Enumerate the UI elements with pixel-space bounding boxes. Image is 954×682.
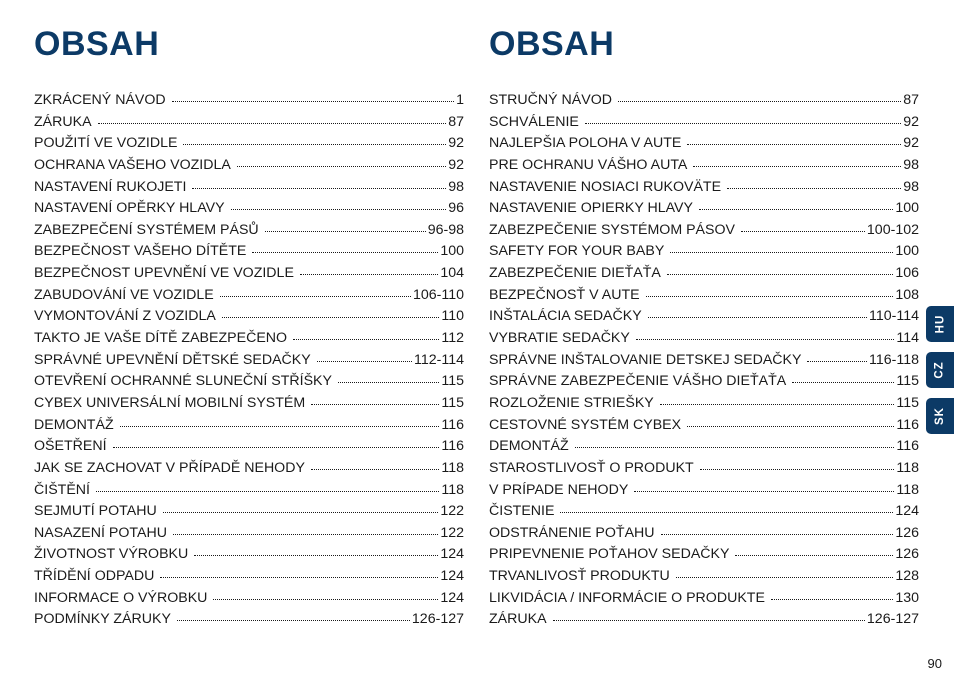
toc-entry-page: 116 <box>441 416 464 433</box>
toc-entry-title: PRIPEVNENIE POŤAHOV SEDAČKY <box>489 546 730 563</box>
toc-dot-leader <box>771 598 893 600</box>
toc-dot-leader <box>646 295 894 297</box>
toc-dot-leader <box>670 251 893 253</box>
toc-entry-page: 116 <box>441 438 464 455</box>
toc-entry-page: 87 <box>903 92 919 108</box>
toc-entry-page: 92 <box>448 156 464 173</box>
toc-entry-title: NASTAVENÍ OPĚRKY HLAVY <box>34 200 225 217</box>
toc-entry-page: 124 <box>440 589 464 606</box>
toc-entry-title: VYMONTOVÁNÍ Z VOZIDLA <box>34 308 216 325</box>
toc-entry-page: 92 <box>903 135 919 152</box>
toc-dot-leader <box>687 425 894 427</box>
toc-entry-title: SEJMUTÍ POTAHU <box>34 503 157 520</box>
toc-entry-page: 104 <box>440 265 464 282</box>
toc-entry-title: ČISTENIE <box>489 503 555 520</box>
toc-entry-page: 118 <box>441 459 464 476</box>
toc-entry-page: 112-114 <box>414 351 464 368</box>
toc-dot-leader <box>183 143 446 145</box>
toc-entry-title: OŠETŘENÍ <box>34 438 107 455</box>
toc-entry[interactable] <box>489 566 919 588</box>
toc-entry-page: 115 <box>441 394 464 411</box>
toc-entry[interactable] <box>489 285 919 307</box>
toc-entry[interactable] <box>34 306 464 328</box>
toc-dot-leader <box>163 511 439 513</box>
toc-entry[interactable] <box>34 328 464 350</box>
toc-entry-page: 118 <box>441 481 464 498</box>
toc-entry-title: POUŽITÍ VE VOZIDLE <box>34 135 178 152</box>
toc-entry[interactable] <box>489 155 919 177</box>
toc-entry-title: BEZPEČNOST UPEVNĚNÍ VE VOZIDLE <box>34 265 294 282</box>
toc-entry[interactable] <box>34 112 464 134</box>
toc-entry[interactable] <box>489 90 919 112</box>
toc-entry-page: 108 <box>895 286 919 303</box>
toc-entry[interactable] <box>489 133 919 155</box>
toc-entry-title: V PRÍPADE NEHODY <box>489 481 629 498</box>
toc-entry-page: 1 <box>456 92 464 108</box>
toc-dot-leader <box>700 468 895 470</box>
toc-dot-leader <box>113 446 440 448</box>
toc-entry-title: SCHVÁLENIE <box>489 113 579 130</box>
toc-entry[interactable] <box>489 480 919 502</box>
toc-entry-page: 124 <box>440 568 464 585</box>
toc-entry-title: CYBEX UNIVERSÁLNÍ MOBILNÍ SYSTÉM <box>34 394 306 411</box>
toc-dot-leader <box>735 554 893 556</box>
toc-entry-title: BEZPEČNOSŤ V AUTE <box>489 286 640 303</box>
toc-entry[interactable] <box>489 523 919 545</box>
toc-dot-leader <box>699 208 893 210</box>
toc-entry-page: 100 <box>440 243 464 260</box>
toc-entry-page: 87 <box>448 113 464 130</box>
toc-entry[interactable] <box>34 90 464 112</box>
toc-entry-page: 100-102 <box>866 221 919 238</box>
toc-entry-page: 128 <box>895 568 919 585</box>
toc-entry-title: JAK SE ZACHOVAT V PŘÍPADĚ NEHODY <box>34 459 305 476</box>
toc-entry-page: 126 <box>895 524 919 541</box>
toc-entry-page: 112 <box>441 330 464 347</box>
toc-entry[interactable] <box>489 393 919 415</box>
toc-entry[interactable] <box>489 263 919 285</box>
toc-dot-leader <box>585 122 901 124</box>
toc-entry-page: 98 <box>903 156 919 173</box>
toc-entry-title: ČIŠTĚNÍ <box>34 481 90 498</box>
toc-entry-page: 98 <box>448 178 464 195</box>
toc-dot-leader <box>338 381 439 383</box>
toc-dot-leader <box>293 338 439 340</box>
toc-entry[interactable] <box>489 458 919 480</box>
toc-dot-leader <box>317 360 412 362</box>
toc-entry-title: NASTAVENÍ RUKOJETI <box>34 178 187 195</box>
language-tab-label: CZ <box>934 361 946 379</box>
toc-entry[interactable] <box>34 350 464 372</box>
toc-dot-leader <box>636 338 895 340</box>
toc-entry-title: DEMONTÁŽ <box>489 438 569 455</box>
toc-dot-leader <box>265 230 426 232</box>
toc-entry-page: 114 <box>896 330 919 347</box>
toc-dot-leader <box>237 165 446 167</box>
toc-entry-title: OTEVŘENÍ OCHRANNÉ SLUNEČNÍ STŘÍŠKY <box>34 373 332 390</box>
toc-entry[interactable] <box>489 544 919 566</box>
toc-dot-leader <box>560 511 893 513</box>
toc-entry-title: NASAZENÍ POTAHU <box>34 524 167 541</box>
toc-dot-leader <box>98 122 447 124</box>
toc-dot-leader <box>661 533 894 535</box>
toc-dot-leader <box>300 273 438 275</box>
toc-entry[interactable] <box>489 112 919 134</box>
toc-entry-title: CESTOVNÉ SYSTÉM CYBEX <box>489 416 682 433</box>
toc-dot-leader <box>96 490 439 492</box>
language-tab-cz[interactable] <box>926 352 954 388</box>
toc-entry[interactable] <box>34 480 464 502</box>
page-title-right: OBSAH <box>489 25 615 63</box>
toc-entry-page: 122 <box>440 503 464 520</box>
toc-entry[interactable] <box>34 523 464 545</box>
toc-dot-leader <box>177 619 410 621</box>
toc-entry-title: TAKTO JE VAŠE DÍTĚ ZABEZPEČENO <box>34 330 288 347</box>
toc-entry-page: 100 <box>895 200 919 217</box>
toc-entry-page: 106 <box>895 265 919 282</box>
toc-dot-leader <box>311 468 439 470</box>
toc-dot-leader <box>231 208 447 210</box>
toc-entry-title: PODMÍNKY ZÁRUKY <box>34 611 171 628</box>
toc-entry[interactable] <box>489 609 919 631</box>
toc-entry-title: ZABEZPEČENÍ SYSTÉMEM PÁSŮ <box>34 221 259 238</box>
toc-entry-title: INFORMACE O VÝROBKU <box>34 589 208 606</box>
toc-dot-leader <box>741 230 865 232</box>
toc-entry-title: NAJLEPŠIA POLOHA V AUTE <box>489 135 682 152</box>
toc-entry-page: 92 <box>903 113 919 130</box>
toc-entry[interactable] <box>34 371 464 393</box>
toc-entry-title: STAROSTLIVOSŤ O PRODUKT <box>489 459 694 476</box>
toc-dot-leader <box>213 598 438 600</box>
toc-dot-leader <box>693 165 901 167</box>
language-tab-label: HU <box>934 314 946 334</box>
toc-dot-leader <box>192 187 446 189</box>
toc-entry-page: 130 <box>895 589 919 606</box>
toc-entry[interactable] <box>34 177 464 199</box>
toc-entry-title: ODSTRÁNENIE POŤAHU <box>489 524 655 541</box>
toc-dot-leader <box>676 576 894 578</box>
toc-entry-page: 115 <box>441 373 464 390</box>
toc-entry-title: NASTAVENIE NOSIACI RUKOVÄTE <box>489 178 722 195</box>
toc-entry-page: 115 <box>896 373 919 390</box>
toc-dot-leader <box>120 425 440 427</box>
page-number: 90 <box>927 656 942 671</box>
toc-entry[interactable] <box>489 241 919 263</box>
toc-dot-leader <box>667 273 893 275</box>
toc-dot-leader <box>172 100 454 102</box>
toc-entry[interactable] <box>34 393 464 415</box>
toc-dot-leader <box>634 490 894 492</box>
toc-dot-leader <box>807 360 867 362</box>
toc-dot-leader <box>648 316 867 318</box>
toc-entry-page: 122 <box>440 524 464 541</box>
toc-entry-title: NASTAVENIE OPIERKY HLAVY <box>489 200 693 217</box>
toc-entry-title: SAFETY FOR YOUR BABY <box>489 243 665 260</box>
toc-entry-title: BEZPEČNOST VAŠEHO DÍTĚTE <box>34 243 247 260</box>
toc-entry-title: SPRÁVNÉ UPEVNĚNÍ DĚTSKÉ SEDAČKY <box>34 351 311 368</box>
toc-entry-title: SPRÁVNE INŠTALOVANIE DETSKEJ SEDAČKY <box>489 351 802 368</box>
toc-entry[interactable] <box>34 544 464 566</box>
toc-dot-leader <box>160 576 438 578</box>
toc-entry[interactable] <box>34 155 464 177</box>
toc-entry[interactable] <box>34 588 464 610</box>
toc-entry-title: LIKVIDÁCIA / INFORMÁCIE O PRODUKTE <box>489 589 765 606</box>
toc-entry-page: 110 <box>441 308 464 325</box>
toc-entry-page: 100 <box>895 243 919 260</box>
toc-list-right <box>489 90 919 631</box>
toc-entry-page: 96 <box>448 200 464 217</box>
toc-entry[interactable] <box>34 501 464 523</box>
toc-entry-title: ZÁRUKA <box>489 611 547 628</box>
toc-entry[interactable] <box>34 566 464 588</box>
toc-entry[interactable] <box>34 415 464 437</box>
toc-entry-title: ZABUDOVÁNÍ VE VOZIDLE <box>34 286 214 303</box>
toc-entry-page: 116 <box>896 438 919 455</box>
toc-entry[interactable] <box>34 241 464 263</box>
toc-entry-title: STRUČNÝ NÁVOD <box>489 92 612 108</box>
toc-entry[interactable] <box>489 328 919 350</box>
toc-entry-page: 110-114 <box>869 308 919 325</box>
toc-entry-title: ROZLOŽENIE STRIEŠKY <box>489 394 654 411</box>
toc-dot-leader <box>575 446 895 448</box>
toc-dot-leader <box>553 619 865 621</box>
toc-entry[interactable] <box>489 415 919 437</box>
toc-entry[interactable] <box>489 371 919 393</box>
toc-dot-leader <box>618 100 901 102</box>
toc-entry-page: 115 <box>896 394 919 411</box>
toc-entry-page: 92 <box>448 135 464 152</box>
toc-entry-page: 124 <box>895 503 919 520</box>
toc-dot-leader <box>194 554 438 556</box>
toc-entry-title: ZABEZPEČENIE SYSTÉMOM PÁSOV <box>489 221 735 238</box>
toc-entry[interactable] <box>34 285 464 307</box>
toc-entry[interactable] <box>489 501 919 523</box>
toc-entry-page: 126 <box>895 546 919 563</box>
toc-entry-title: ZABEZPEČENIE DIEŤAŤA <box>489 265 661 282</box>
toc-entry-title: ŽIVOTNOST VÝROBKU <box>34 546 189 563</box>
toc-entry-title: SPRÁVNE ZABEZPEČENIE VÁŠHO DIEŤAŤA <box>489 373 787 390</box>
toc-entry-page: 118 <box>896 459 919 476</box>
toc-entry-page: 126-127 <box>411 611 464 628</box>
toc-entry[interactable] <box>489 220 919 242</box>
toc-dot-leader <box>220 295 411 297</box>
toc-dot-leader <box>727 187 901 189</box>
toc-dot-leader <box>173 533 438 535</box>
toc-entry[interactable] <box>489 588 919 610</box>
toc-entry[interactable] <box>34 133 464 155</box>
toc-entry-page: 118 <box>896 481 919 498</box>
language-tab-sk[interactable] <box>926 398 954 434</box>
toc-entry-page: 126-127 <box>866 611 919 628</box>
toc-entry[interactable] <box>489 306 919 328</box>
toc-entry[interactable] <box>489 436 919 458</box>
toc-entry[interactable] <box>489 177 919 199</box>
toc-entry-page: 96-98 <box>427 221 464 238</box>
toc-entry-page: 98 <box>903 178 919 195</box>
toc-entry-page: 116 <box>896 416 919 433</box>
toc-dot-leader <box>660 403 895 405</box>
toc-entry[interactable] <box>34 198 464 220</box>
toc-entry-page: 124 <box>440 546 464 563</box>
toc-entry[interactable] <box>34 609 464 631</box>
toc-entry-title: ZÁRUKA <box>34 113 92 130</box>
toc-entry[interactable] <box>34 458 464 480</box>
toc-entry[interactable] <box>489 198 919 220</box>
toc-entry[interactable] <box>489 350 919 372</box>
toc-entry-title: VYBRATIE SEDAČKY <box>489 330 630 347</box>
toc-entry[interactable] <box>34 436 464 458</box>
toc-entry-title: TRVANLIVOSŤ PRODUKTU <box>489 568 670 585</box>
toc-entry[interactable] <box>34 220 464 242</box>
toc-dot-leader <box>687 143 901 145</box>
toc-entry-title: INŠTALÁCIA SEDAČKY <box>489 308 642 325</box>
toc-dot-leader <box>311 403 439 405</box>
toc-entry-title: TŘÍDĚNÍ ODPADU <box>34 568 155 585</box>
toc-entry-title: PRE OCHRANU VÁŠHO AUTA <box>489 156 688 173</box>
toc-entry-page: 106-110 <box>412 286 464 303</box>
toc-entry-title: OCHRANA VAŠEHO VOZIDLA <box>34 156 231 173</box>
language-tab-hu[interactable] <box>926 306 954 342</box>
toc-dot-leader <box>792 381 894 383</box>
toc-list-left <box>34 90 464 631</box>
toc-dot-leader <box>222 316 440 318</box>
toc-entry-title: ZKRÁCENÝ NÁVOD <box>34 92 166 108</box>
page-title-left: OBSAH <box>34 25 160 63</box>
toc-entry[interactable] <box>34 263 464 285</box>
toc-dot-leader <box>252 251 438 253</box>
toc-entry-page: 116-118 <box>869 351 919 368</box>
toc-entry-title: DEMONTÁŽ <box>34 416 114 433</box>
language-tab-label: SK <box>933 407 946 425</box>
